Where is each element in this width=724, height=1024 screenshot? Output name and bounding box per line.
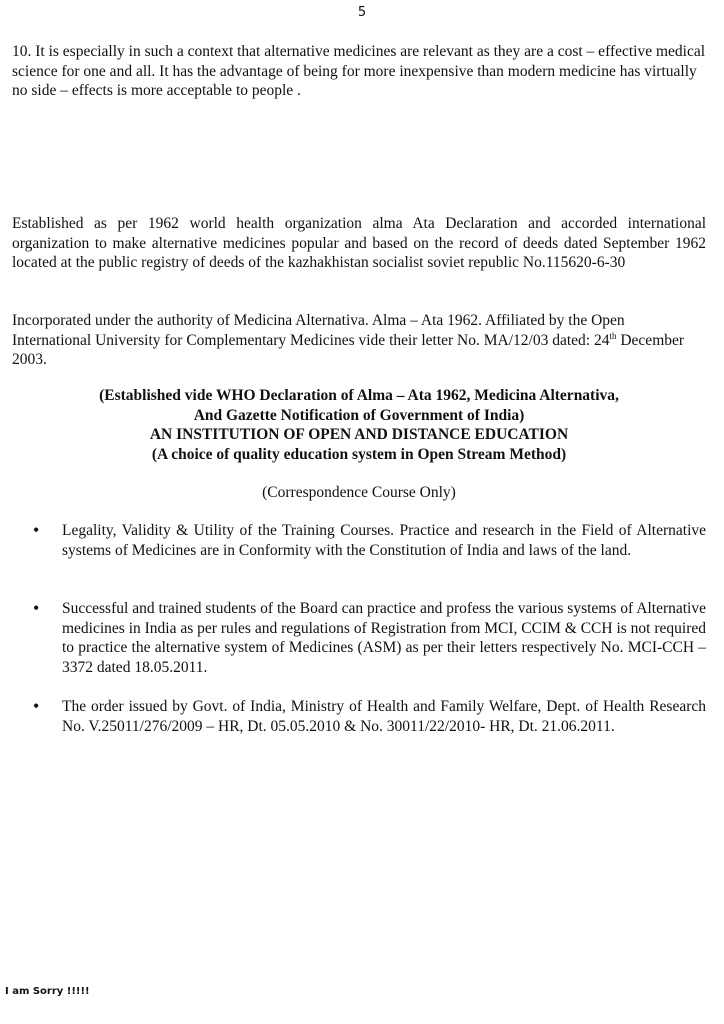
bullet-icon: •	[33, 520, 40, 540]
bullet-icon: •	[33, 598, 40, 618]
correspondence-note: (Correspondence Course Only)	[262, 484, 456, 501]
footer-note: I am Sorry !!!!!	[5, 986, 90, 997]
date-superscript: th	[609, 330, 617, 341]
incorporated-date-end: December 2003.	[12, 331, 685, 368]
established-paragraph: Established as per 1962 world health organization alma Ata Declaration and accorded international organization to make alternative medicines popular and based on the record of deeds dated September 1962 located at the public registry of deeds of the kazhakhistan socialist soviet republic No.115620-6-30	[12, 215, 706, 271]
heading-line-2: And Gazette Notification of Government of India)	[193, 406, 525, 424]
incorporated-text: Incorporated under the authority of Medicina Alternativa. Alma – Ata 1962. Affiliated by the Open International University for Complementary Medicines vide their letter No. MA/12/03 dated: 24	[12, 312, 625, 349]
heading-line-3: AN INSTITUTION OF OPEN AND DISTANCE EDUCATION	[149, 426, 569, 443]
heading-line-1: (Established vide WHO Declaration of Alma – Ata 1962, Medicina Alternativa,	[99, 387, 619, 404]
incorporated-paragraph	[12, 311, 706, 370]
page-number: 5	[357, 5, 367, 20]
bullet-text: The order issued by Govt. of India, Ministry of Health and Family Welfare, Dept. of Health Research No. V.25011/276/2009 – HR, Dt. 05.05.2010 & No. 30011/22/2010- HR, Dt. 21.06.2011.	[62, 698, 706, 735]
bullet-text: Successful and trained students of the Board can practice and profess the various systems of Alternative medicines in India as per rules and regulations of Registration from MCI, CCIM & CCH is not required to practice the alternative system of Medicines (ASM) as per their letters respectively No. MCI-CCH – 3372 dated 18.05.2011.	[62, 600, 706, 676]
institution-heading	[12, 386, 706, 464]
heading-line-4: (A choice of quality education system in Open Stream Method)	[151, 445, 567, 463]
paragraph-10: 10. It is especially in such a context that alternative medicines are relevant as they are a cost – effective medical science for one and all. It has the advantage of being for more inexpensive than modern medicine has virtually no side – effects is more acceptable to people .	[12, 43, 706, 99]
bullet-icon: •	[33, 696, 40, 716]
bullet-text: Legality, Validity & Utility of the Training Courses. Practice and research in the Field of Alternative systems of Medicines are in Conformity with the Constitution of India and laws of the land.	[62, 522, 706, 559]
